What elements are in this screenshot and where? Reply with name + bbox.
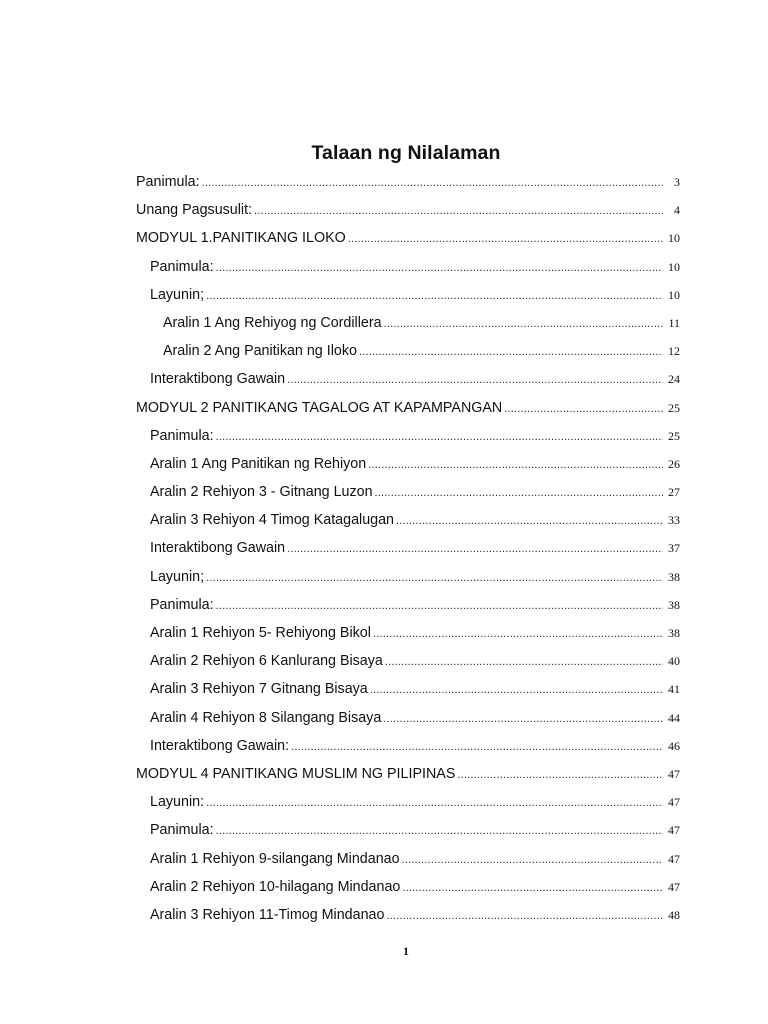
toc-entry[interactable] [136,567,680,595]
dot-leader [370,680,663,700]
dot-leader [384,314,663,334]
toc-entry[interactable] [136,651,680,679]
toc-entry-label: MODYUL 1.PANITIKANG ILOKO [136,230,346,247]
dot-leader [368,455,663,475]
toc-entry-page-number: 3 [674,175,680,189]
toc-entry-page-number: 48 [668,907,680,922]
toc-entry-page-number: 25 [668,400,680,415]
toc-entry-page-number: 47 [668,879,680,894]
toc-entry-label: Layunin: [150,794,205,811]
toc-entry[interactable] [136,313,680,341]
toc-entry-page-number: 47 [668,823,680,838]
dot-leader [216,821,663,841]
page-number: 1 [403,944,409,958]
toc-entry-label: Layunin; [150,286,205,303]
dot-leader [206,793,663,813]
toc-entry[interactable] [136,200,680,228]
toc-entry[interactable] [136,482,680,510]
toc-entry[interactable] [136,679,680,707]
toc-entry-label: Panimula: [150,596,214,613]
toc-entry-label: Aralin 2 Rehiyon 10-hilagang Mindanao [150,878,401,895]
toc-entry[interactable] [136,820,680,848]
toc-entry[interactable] [136,905,680,933]
toc-entry-page-number: 46 [668,738,680,753]
toc-entry-page-number: 47 [668,795,680,810]
toc-entry-label: Layunin; [150,568,205,585]
toc-entry-page-number: 47 [668,766,680,781]
toc-entry-label: Aralin 1 Rehiyon 9-silangang Mindanao [150,850,400,867]
table-of-contents [136,172,680,933]
toc-entry[interactable] [136,764,680,792]
toc-entry[interactable] [136,510,680,538]
toc-entry-label: Aralin 2 Rehiyon 3 - Gitnang Luzon [150,484,373,501]
toc-entry-label: Aralin 1 Ang Panitikan ng Rehiyon [150,455,367,472]
toc-entry[interactable] [136,257,680,285]
toc-entry-page-number: 38 [668,569,680,584]
toc-entry-label: Aralin 4 Rehiyon 8 Silangang Bisaya [150,709,382,726]
toc-entry-label: Interaktibong Gawain [150,540,286,557]
dot-leader [383,709,663,729]
toc-entry[interactable] [136,285,680,313]
toc-entry-page-number: 10 [668,287,680,302]
dot-leader [216,427,663,447]
dot-leader [287,370,663,390]
dot-leader [202,173,663,193]
dot-leader [504,399,663,419]
toc-entry[interactable] [136,708,680,736]
toc-entry-label: MODYUL 4 PANITIKANG MUSLIM NG PILIPINAS [136,765,456,782]
toc-entry[interactable] [136,792,680,820]
toc-entry-page-number: 27 [668,485,680,500]
dot-leader [396,511,663,531]
dot-leader [206,286,663,306]
dot-leader [216,596,663,616]
toc-entry-label: Interaktibong Gawain: [150,737,290,754]
toc-entry[interactable] [136,877,680,905]
toc-entry-page-number: 37 [668,541,680,556]
toc-entry[interactable] [136,623,680,651]
toc-entry-label: Panimula: [150,258,214,275]
toc-entry-label: Aralin 2 Rehiyon 6 Kanlurang Bisaya [150,653,383,670]
toc-entry[interactable] [136,341,680,369]
toc-entry[interactable] [136,849,680,877]
toc-entry-page-number: 26 [668,456,680,471]
toc-entry[interactable] [136,426,680,454]
dot-leader [457,765,663,785]
toc-entry-label: Aralin 3 Rehiyon 4 Timog Katagalugan [150,512,394,529]
dot-leader [402,878,663,898]
toc-entry-page-number: 44 [668,710,680,725]
toc-entry-page-number: 40 [668,654,680,669]
dot-leader [291,737,663,757]
toc-entry-page-number: 12 [668,344,680,359]
toc-entry-page-number: 41 [668,682,680,697]
toc-entry[interactable] [136,595,680,623]
toc-entry[interactable] [136,172,680,200]
toc-entry-page-number: 33 [668,513,680,528]
toc-entry-label: Panimula: [136,174,200,190]
page-title: Talaan ng Nilalaman [311,142,501,164]
dot-leader [287,539,663,559]
dot-leader [216,258,663,278]
toc-entry[interactable] [136,228,680,256]
toc-entry-page-number: 38 [668,626,680,640]
toc-entry[interactable] [136,538,680,566]
dot-leader [254,201,663,221]
dot-leader [348,229,663,249]
toc-entry[interactable] [136,398,680,426]
dot-leader [402,850,663,870]
toc-entry-page-number: 11 [668,315,680,330]
dot-leader [206,568,663,588]
dot-leader [385,652,663,672]
toc-entry-label: MODYUL 2 PANITIKANG TAGALOG AT KAPAMPANGAN [136,399,503,416]
dot-leader [386,906,663,926]
toc-entry-label: Aralin 1 Rehiyon 5- Rehiyong Bikol [150,625,371,641]
toc-entry-label: Aralin 3 Rehiyon 7 Gitnang Bisaya [150,681,368,698]
toc-entry-label: Interaktibong Gawain [150,371,286,388]
toc-entry-page-number: 10 [668,259,680,274]
toc-entry-page-number: 47 [668,851,680,866]
dot-leader [375,483,663,503]
toc-entry-label: Aralin 2 Ang Panitikan ng Iloko [163,343,357,360]
toc-entry-page-number: 25 [668,428,680,443]
toc-entry[interactable] [136,736,680,764]
toc-entry-label: Unang Pagsusulit: [136,202,253,219]
dot-leader [373,624,663,644]
toc-entry-label: Panimula: [150,822,214,839]
toc-entry-page-number: 4 [674,203,680,218]
toc-entry-label: Aralin 1 Ang Rehiyog ng Cordillera [163,314,382,331]
toc-entry-label: Aralin 3 Rehiyon 11-Timog Mindanao [150,906,385,923]
toc-entry[interactable] [136,369,680,397]
toc-entry-page-number: 24 [668,372,680,387]
toc-entry-label: Panimula: [150,427,214,444]
toc-entry-page-number: 38 [668,597,680,612]
toc-entry-page-number: 10 [668,231,680,246]
dot-leader [359,342,663,362]
toc-entry[interactable] [136,454,680,482]
